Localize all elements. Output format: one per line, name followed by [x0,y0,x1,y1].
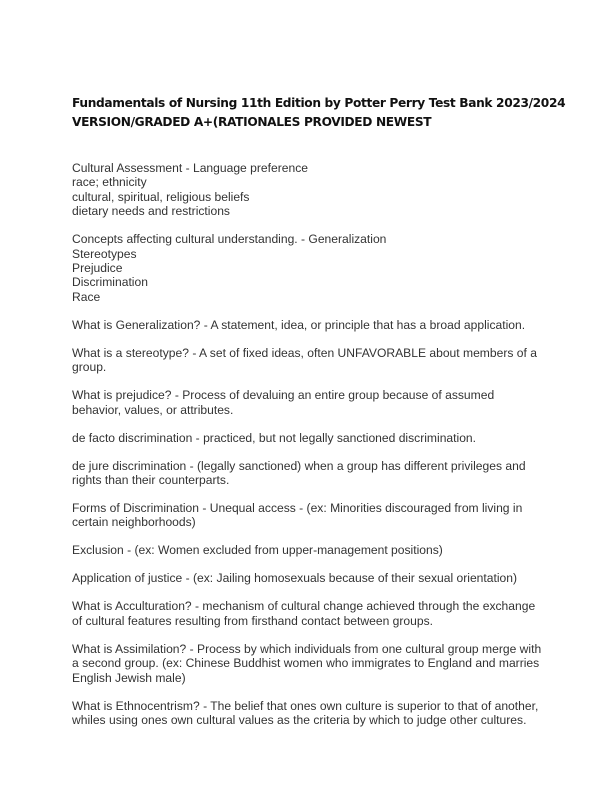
paragraph-line: rights than their counterparts. [72,473,230,488]
paragraph-line: group. [72,360,107,375]
paragraph-block [72,642,552,685]
title-line-1: Fundamentals of Nursing 11th Edition by Potter Perry Test Bank 2023/2024 [72,96,566,110]
paragraph-block [72,431,552,445]
paragraph-line: What is Acculturation? - mechanism of cultural change achieved through the exchange [72,599,536,614]
paragraph-line: What is Generalization? - A statement, idea, or principle that has a broad application. [72,317,526,332]
paragraph-line: What is a stereotype? - A set of fixed ideas, often UNFAVORABLE about members of a [72,345,537,360]
paragraph-line: a second group. (ex: Chinese Buddhist women who immigrates to England and marries [72,656,540,671]
paragraph-block [72,501,552,530]
paragraph-block [72,571,552,585]
paragraph-line: English Jewish male) [72,670,186,685]
paragraph-line: Stereotypes [72,246,137,261]
paragraph-line: cultural, spiritual, religious beliefs [72,189,250,204]
paragraph-block [72,232,552,304]
paragraph-line: Race [72,289,101,304]
paragraph-line: race; ethnicity [72,175,147,190]
paragraph-line: de jure discrimination - (legally sanctioned) when a group has different privileges and [72,458,526,473]
paragraph-block [72,388,552,417]
paragraph-block [72,161,552,219]
paragraph-line: of cultural features resulting from firsthand contact between groups. [72,613,433,628]
paragraph-line: behavior, values, or attributes. [72,402,234,417]
title-line-2: VERSION/GRADED A+(RATIONALES PROVIDED NEWEST [72,115,432,129]
paragraph-block [72,459,552,488]
paragraph-line: whiles using ones own cultural values as the criteria by which to judge other cultures. [72,713,527,728]
document-body [72,161,552,741]
paragraph-line: Concepts affecting cultural understanding. - Generalization [72,232,387,247]
paragraph-line: What is Assimilation? - Process by which individuals from one cultural group merge with [72,641,542,656]
paragraph-line: certain neighborhoods) [72,515,196,530]
paragraph-line: de facto discrimination - practiced, but not legally sanctioned discrimination. [72,430,477,445]
paragraph-line: Forms of Discrimination - Unequal access - (ex: Minorities discouraged from living in [72,501,523,516]
paragraph-line: Cultural Assessment - Language preference [72,161,308,175]
paragraph-line: Discrimination [72,275,148,290]
paragraph-line: What is Ethnocentrism? - The belief that ones own culture is superior to that of another, [72,698,539,713]
paragraph-block [72,599,552,628]
paragraph-block [72,699,552,728]
paragraph-line: dietary needs and restrictions [72,204,230,219]
paragraph-block [72,346,552,375]
paragraph-line: Prejudice [72,261,123,276]
paragraph-block [72,318,552,332]
document-title [72,94,566,132]
paragraph-block [72,543,552,557]
paragraph-line: What is prejudice? - Process of devaluing an entire group because of assumed [72,388,495,403]
paragraph-line: Exclusion - (ex: Women excluded from upper-management positions) [72,543,443,558]
paragraph-line: Application of justice - (ex: Jailing homosexuals because of their sexual orientation) [72,571,518,586]
